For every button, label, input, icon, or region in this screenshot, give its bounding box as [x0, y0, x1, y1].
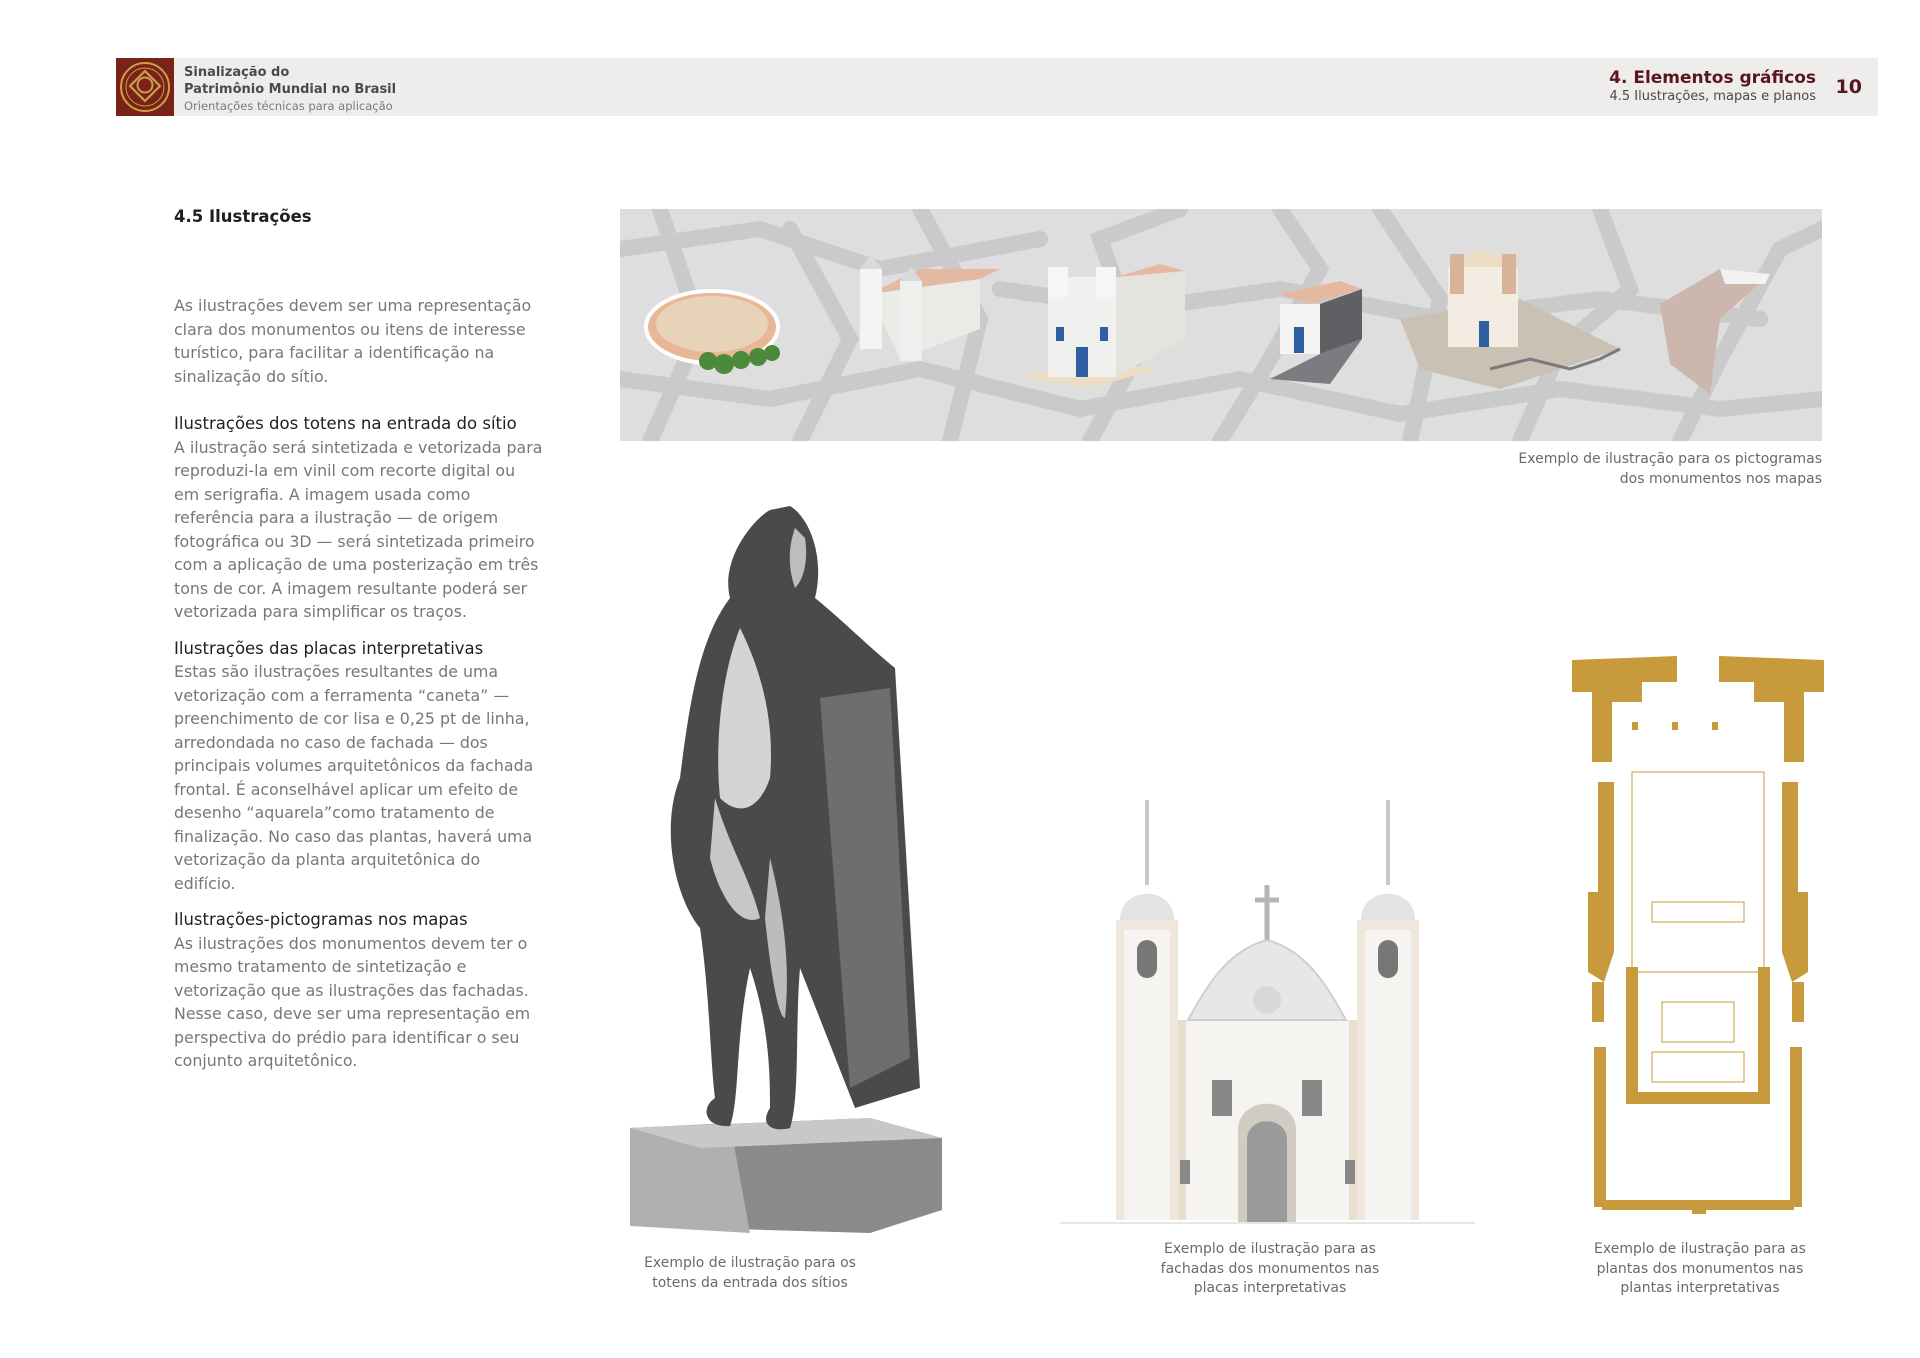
caption-line: totens da entrada dos sítios [652, 1274, 848, 1291]
subsection-body: A ilustração será sintetizada e vetorizada para reproduzi-la em vinil com recorte digital ou em serigrafia. A imagem usada como referência para a ilustração — de origem fotográfica ou 3D — será sintetizada primeiro com a aplicação de uma posterização em três tons de cor. A imagem resultante poderá ser vetorizada para simplificar os traços. [174, 437, 543, 621]
header-subsection: 4.5 Ilustrações, mapas e planos [1609, 89, 1816, 104]
map-pictograms-illustration [620, 209, 1822, 441]
caption-line: Exemplo de ilustração para os pictogramas [1518, 451, 1822, 467]
page-header [116, 58, 1878, 116]
header-org-line1: Sinalização do [184, 65, 290, 80]
header-org-line2: Patrimônio Mundial no Brasil [184, 82, 397, 97]
subsection-placas [174, 637, 544, 896]
floor-plan-illustration [1572, 652, 1824, 1217]
world-heritage-logo [116, 58, 174, 116]
section-title: 4.5 Ilustrações [174, 207, 312, 226]
subsection-heading: Ilustrações-pictogramas nos mapas [174, 910, 468, 929]
subsection-totens [174, 412, 544, 624]
totem-statue-illustration [620, 498, 950, 1233]
caption-line: Exemplo de ilustração para as [1164, 1241, 1376, 1257]
caption-line: dos monumentos nos mapas [1619, 470, 1822, 487]
subsection-body: Estas são ilustrações resultantes de uma vetorização com a ferramenta “caneta” — preenchimento de cor lisa e 0,25 pt de linha, arredondada no caso de fachada — dos principais volumes arquitetônicos da fachada frontal. É aconselhável aplicar um efeito de desenho “aquarela”como tratamento de finalização. No caso das plantas, haverá uma vetorização da planta arquitetônica do edifício. [174, 662, 534, 893]
header-org-block [184, 64, 396, 115]
header-section-block [1609, 68, 1816, 105]
caption-line: Exemplo de ilustração para os [644, 1255, 856, 1271]
subsection-heading: Ilustrações dos totens na entrada do sítio [174, 414, 517, 433]
subsection-heading: Ilustrações das placas interpretativas [174, 638, 484, 658]
facade-caption [1140, 1240, 1400, 1299]
caption-line: Exemplo de ilustração para as [1594, 1241, 1806, 1257]
header-section: 4. Elementos gráficos [1609, 68, 1816, 88]
caption-line: fachadas dos monumentos nas [1160, 1260, 1380, 1277]
caption-line: plantas interpretativas [1620, 1280, 1780, 1296]
header-org-line3: Orientações técnicas para aplicação [184, 99, 393, 113]
map-caption [1450, 450, 1822, 489]
church-facade-illustration [1060, 790, 1475, 1225]
subsection-pictogramas [174, 908, 544, 1073]
totem-caption [620, 1254, 880, 1293]
intro-paragraph: As ilustrações devem ser uma representação clara dos monumentos ou itens de interesse turístico, para facilitar a identificação na sinalização do sítio. [174, 296, 532, 386]
text-column [174, 207, 544, 1086]
subsection-body: As ilustrações dos monumentos devem ter o mesmo tratamento de sintetização e vetorização que as ilustrações das fachadas. Nesse caso, deve ser uma representação em perspectiva do prédio para identificar o seu conjunto arquitetônico. [174, 933, 531, 1070]
plan-caption [1570, 1240, 1830, 1299]
caption-line: plantas dos monumentos nas [1596, 1260, 1804, 1277]
page-number: 10 [1835, 76, 1862, 98]
caption-line: placas interpretativas [1193, 1280, 1347, 1296]
